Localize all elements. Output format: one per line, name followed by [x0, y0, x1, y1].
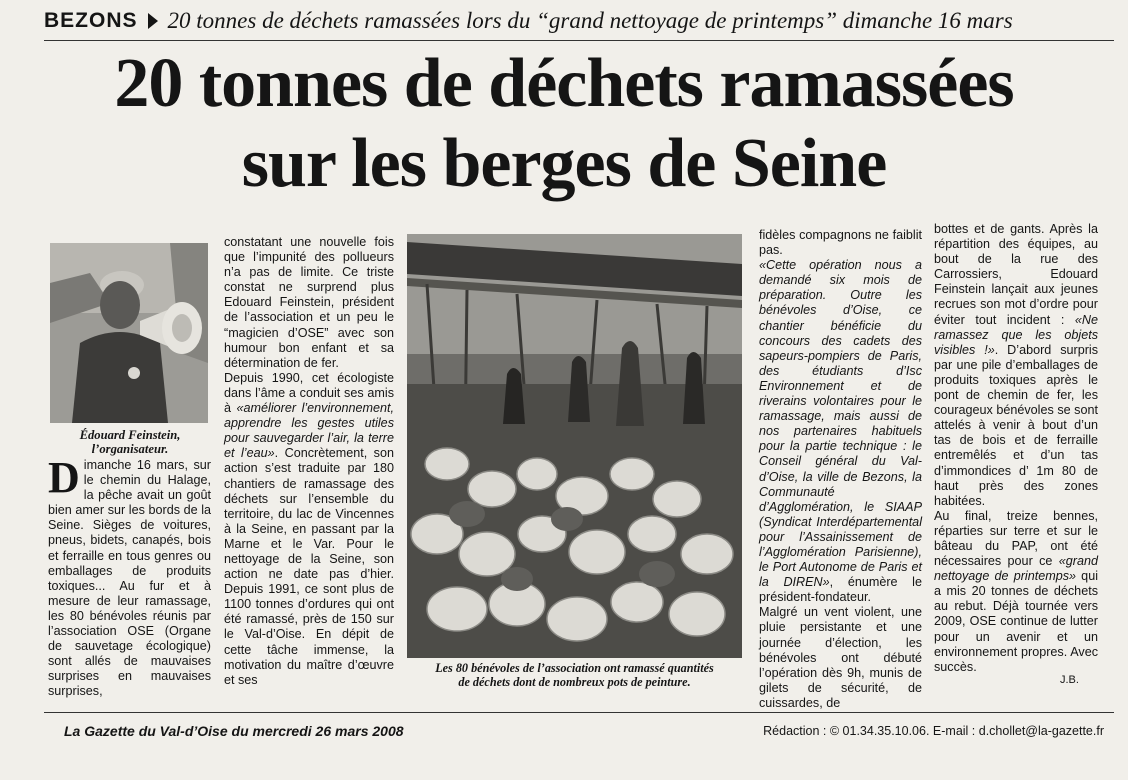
kicker-subtitle: 20 tonnes de déchets ramassées lors du “grand nettoyage de printemps” dimanche 16 mars	[167, 8, 1013, 33]
portrait-caption	[50, 428, 210, 456]
column-3-paragraph-3: Malgré un vent violent, une pluie persistante et une journée d’élection, les bénévoles ont débuté l’opération dès 9h, munis de gilets de sécurité, de cuissardes, de	[759, 605, 922, 710]
column-4-text-b: . D’abord surpris par une pile d’emballages de produits toxiques après le pont de chemin de fer, les courageux bénévoles se sont attelés à venir à bout d’un tas de bois et de ferraille entremêlés et d’un tas d’immondices d’ 1m 80 de haut près des zones habitées.	[934, 342, 1098, 508]
column-4-paragraph-1	[934, 222, 1098, 509]
column-3-paragraph-2	[759, 258, 922, 605]
column-2-text-a: Depuis 1990, cet écologiste dans l’âme a conduit ses amis à	[224, 370, 394, 416]
newspaper-issue: La Gazette du Val-d’Oise du mercredi 26 mars 2008	[64, 723, 404, 739]
kicker-town: BEZONS	[44, 9, 138, 32]
headline-line-1: 20 tonnes de déchets ramassées	[114, 45, 1014, 122]
column-2-text-b: . Concrètement, son action s’est traduite par 180 chantiers de ramassage des déchets sur l’ensemble du territoire, du lac de Vincennes à la Seine, en passant par la Marne et le Var. Pour le nettoyage de la Seine, son action ne date pas d’hier. Depuis 1991, ce sont plus de 1100 tonnes d’ordures qui ont été ramassé, près de 150 sur le Val-d’Oise. En dépit de cette tâche immense, la motivation du maître d’œuvre et ses	[224, 446, 394, 687]
column-2-quote: «améliorer l’environnement, apprendre les gestes utiles pour sauvegarder l’air, la terre et l’eau»	[224, 401, 394, 461]
column-4-quote-2: «grand nettoyage de printemps»	[934, 554, 1098, 584]
author-byline: J.B.	[1060, 674, 1079, 686]
bottom-rule	[44, 712, 1114, 713]
volunteers-cleanup-photo	[407, 234, 742, 658]
column-4-quote-1: «Ne ramassez que les objets visibles !»	[934, 312, 1098, 357]
organizer-portrait-photo	[50, 243, 208, 423]
photo-caption	[407, 661, 742, 689]
photo-caption-line-2: de déchets dont de nombreux pots de peinture.	[458, 675, 691, 689]
column-4-text-a: bottes et de gants. Après la répartition des équipes, au bout de la rue des Carrossiers, Edouard Feinstein lançait aux jeunes recrues son mot d’ordre pour éviter tout incident :	[934, 222, 1098, 327]
column-1-text: imanche 16 mars, sur le chemin du Halage, la pêche avait un goût bien amer sur les bords de la Seine. Sièges de voitures, pneus, bidets, canapés, bois et ferraille en tous genres ou emballages de produits toxiques... Au fur et à mesure de leur ramassage, les 80 bénévoles réunis par l’association OSE (Organe de sauvetage écologique) sont allés de mauvaises surprises en mauvaises surprises,	[48, 458, 211, 699]
column-4-text-c: Au final, treize bennes, réparties sur terre et sur le bâteau du PAP, ont été nécessaires pour ce	[934, 508, 1098, 569]
photo-caption-line-1: Les 80 bénévoles de l’association ont ramassé quantités	[435, 661, 714, 675]
column-3-quote: «Cette opération nous a demandé six mois de préparation. Outre les bénévoles d’Oise, ce chantier bénéficie du concours des cadets des sapeurs-pompiers de Paris, des étudiants d’Isc Environnement et de riverains volontaires pour le ramassage, mais aussi de nos partenaires habituels pour la partie technique : le Conseil général du Val-d’Oise, la ville de Bezons, la Communauté d’Agglomération, le SIAAP (Syndicat Interdépartemental pour l’Assainissement de l’Agglomération Parisienne), le Port Autonome de Paris et la DIREN»	[759, 258, 922, 590]
footer	[64, 718, 1104, 744]
article-column-3	[759, 228, 922, 711]
column-4-paragraph-2	[934, 509, 1098, 675]
top-rule	[44, 40, 1114, 41]
column-3-quote-tail: , énumère le président-fondateur.	[759, 575, 922, 605]
article-column-2	[224, 235, 394, 688]
column-4-text-d: qui a mis 20 tonnes de déchets au rebut. Déjà tournée vers 2009, OSE continue de lutter pour un avenir et un environnement propres. Avec succès.	[934, 569, 1098, 674]
article-column-4	[934, 222, 1098, 675]
column-2-paragraph-2	[224, 371, 394, 688]
column-3-paragraph-1: fidèles compagnons ne faiblit pas.	[759, 228, 922, 258]
portrait-caption-line-1: Édouard Feinstein,	[79, 428, 181, 442]
column-2-paragraph-1: constatant une nouvelle fois que l’impunité des pollueurs n’a pas de limite. Ce triste constat ne surprend plus Edouard Feinstein, président de l’association et un peu le “magicien d’OSE” avec son humour bon enfant et sa détermination de fer.	[224, 235, 394, 370]
article-column-1	[48, 453, 211, 700]
drop-cap: D	[48, 453, 80, 502]
headline-line-2: sur les berges de Seine	[241, 125, 887, 202]
headline	[0, 44, 1128, 204]
triangle-arrow-icon	[148, 13, 158, 29]
newsroom-contact: Rédaction : © 01.34.35.10.06. E-mail : d.chollet@la-gazette.fr	[763, 724, 1104, 738]
portrait-caption-line-2: l’organisateur.	[91, 442, 169, 456]
kicker	[44, 4, 1114, 38]
